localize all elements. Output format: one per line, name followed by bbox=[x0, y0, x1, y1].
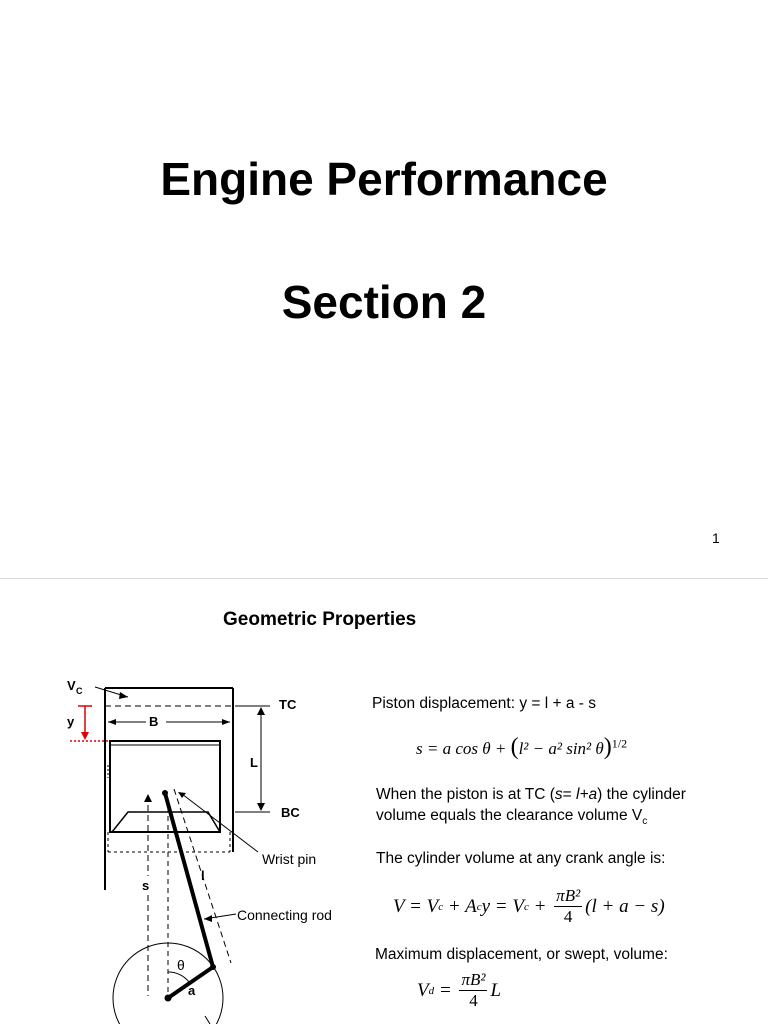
section-heading: Geometric Properties bbox=[223, 609, 417, 630]
wrist-pin-label: Wrist pin bbox=[262, 851, 317, 867]
cylinder-volume-text: The cylinder volume at any crank angle is: bbox=[376, 850, 666, 867]
crank-pin bbox=[210, 964, 216, 970]
equation-cylinder-volume: V = V c + A c y = V c + $\frac{\text{πB²}}{4}$ (l + a − s) bbox=[393, 886, 665, 926]
piston-displacement-text: Piston displacement: y = l + a - s bbox=[372, 695, 596, 712]
equation-swept-volume: V d = $\frac{\text{πB²}}{4}$ L bbox=[417, 970, 502, 1010]
stroke-label: L bbox=[250, 755, 258, 770]
y-label: y bbox=[67, 714, 75, 729]
bore-label: B bbox=[149, 714, 159, 729]
tc-label: TC bbox=[279, 697, 297, 712]
s-label: s bbox=[142, 878, 150, 893]
vc-subscript: C bbox=[76, 686, 83, 696]
page-number: 1 bbox=[712, 530, 720, 546]
equation-s: s = a cos θ + (l² − a² sin² θ)$^{1/2}$ bbox=[416, 734, 628, 760]
slide-subtitle: Section 2 bbox=[281, 276, 487, 328]
tc-volume-text: When the piston is at TC (s= l+a) the cylinder volume equals the clearance volume $V_c$ bbox=[376, 786, 686, 828]
max-displacement-text: Maximum displacement, or swept, volume: bbox=[375, 946, 668, 963]
theta-label: θ bbox=[177, 957, 185, 973]
slide-title: Engine Performance bbox=[160, 153, 608, 205]
engine-geometry-diagram bbox=[0, 660, 360, 1024]
bc-label: BC bbox=[281, 805, 300, 820]
crank-radius-label: a bbox=[188, 983, 196, 998]
page-divider bbox=[0, 578, 768, 579]
piston bbox=[110, 741, 220, 832]
rod-length-label: l bbox=[201, 868, 205, 883]
vc-label: V bbox=[67, 678, 76, 693]
connecting-rod-label: Connecting rod bbox=[237, 907, 332, 923]
